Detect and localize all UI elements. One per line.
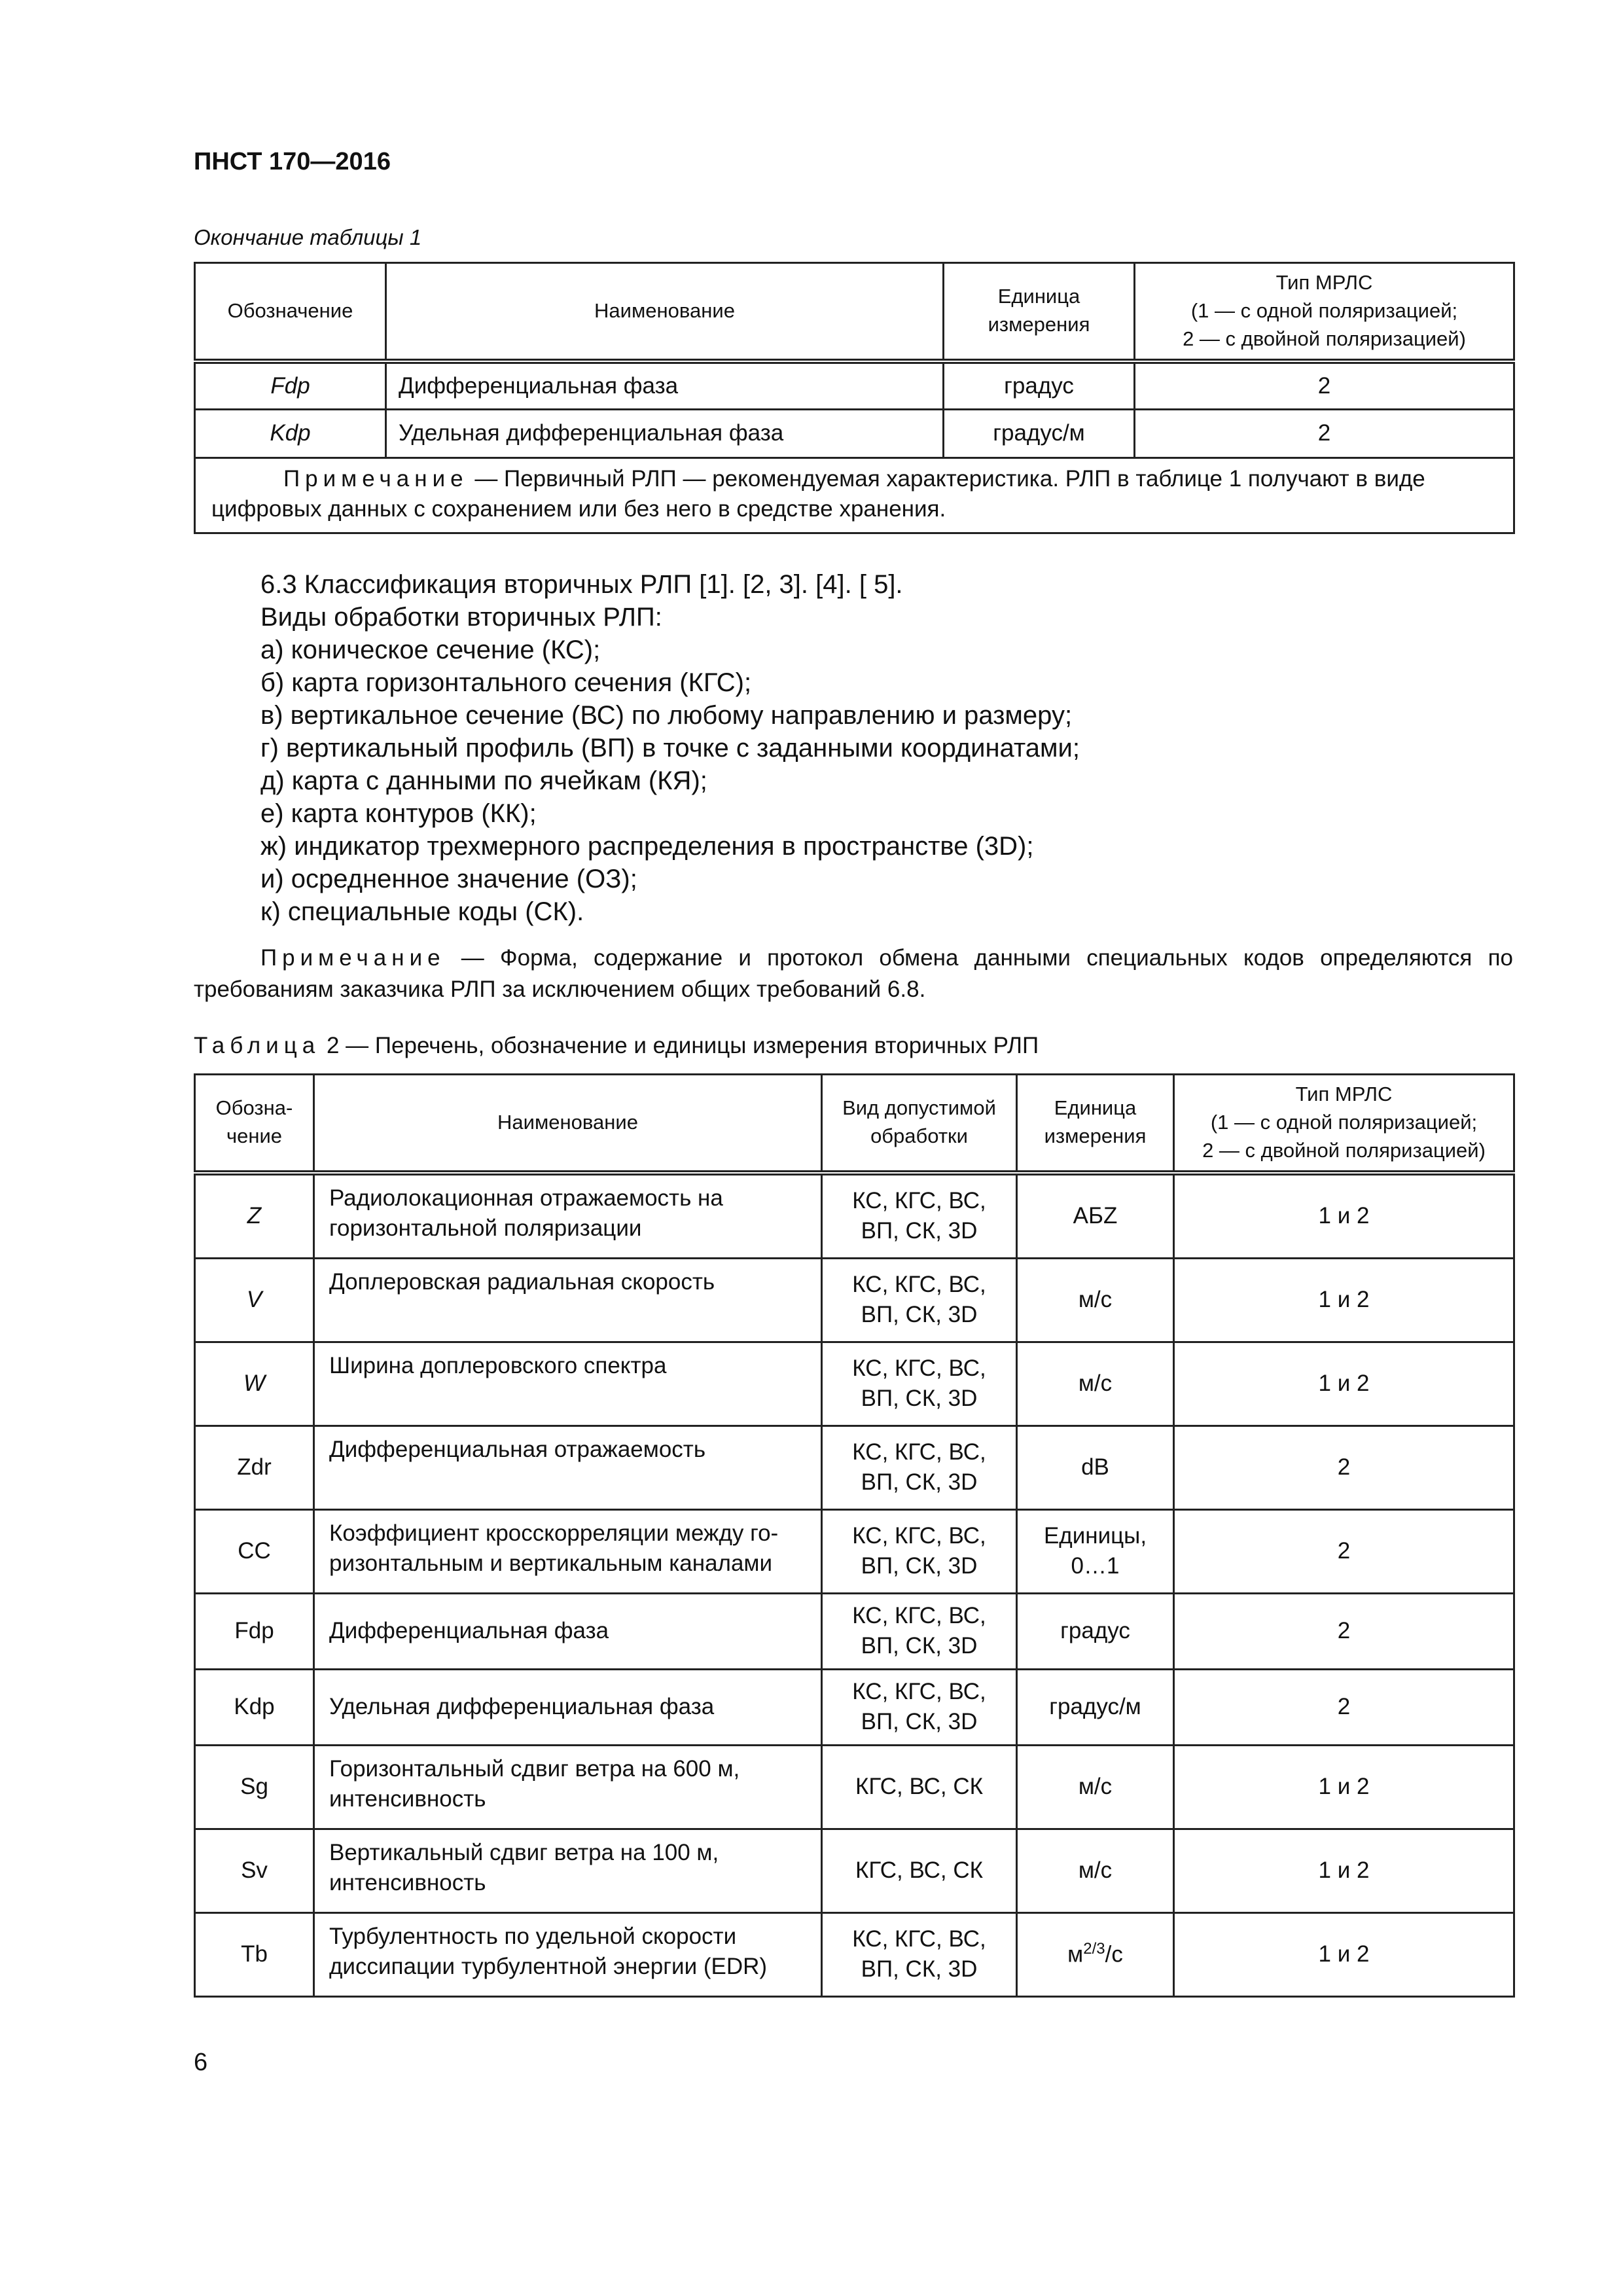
table-row bbox=[195, 1829, 1514, 1912]
note-label: Примечание bbox=[260, 945, 446, 971]
symbol-cell: Kdp bbox=[195, 410, 386, 458]
unit-cell: градус bbox=[1017, 1593, 1174, 1669]
list-item: ж) индикатор трехмерного распределения в пространстве (3D); bbox=[260, 832, 1034, 861]
table2-caption-label: Таблица bbox=[194, 1033, 321, 1058]
type-cell: 2 bbox=[1174, 1509, 1514, 1593]
unit-cell: градус bbox=[944, 361, 1135, 410]
unit-cell: м/с bbox=[1017, 1829, 1174, 1912]
name-cell: Удельная дифференциальная фаза bbox=[386, 410, 944, 458]
processing-cell: КС, КГС, ВС, ВП, СК, 3D bbox=[822, 1426, 1017, 1509]
type-cell: 1 и 2 bbox=[1174, 1829, 1514, 1912]
symbol-cell: Sv bbox=[195, 1829, 314, 1912]
processing-cell: КГС, ВС, СК bbox=[822, 1745, 1017, 1829]
type-cell: 2 bbox=[1135, 410, 1514, 458]
symbol-cell: Fdp bbox=[195, 361, 386, 410]
unit-cell: м/с bbox=[1017, 1258, 1174, 1342]
table2-caption-text: 2 — Перечень, обозначение и единицы измерения вторичных РЛП bbox=[320, 1033, 1039, 1058]
table1-col-name: Наименование bbox=[386, 263, 944, 361]
type-cell: 1 и 2 bbox=[1174, 1342, 1514, 1426]
list-item: г) вертикальный профиль (ВП) в точке с заданными координатами; bbox=[260, 734, 1080, 762]
list-item: в) вертикальное сечение (ВС) по любому направлению и размеру; bbox=[260, 701, 1073, 730]
name-cell: Дифференциальная отражаемость bbox=[314, 1426, 822, 1509]
table1-col-symbol: Обозначение bbox=[195, 263, 386, 361]
processing-cell: КС, КГС, ВС, ВП, СК, 3D bbox=[822, 1173, 1017, 1259]
list-item: и) осредненное значение (ОЗ); bbox=[260, 865, 637, 893]
note-text: — Первичный РЛП — рекомендуемая характеристика. РЛП в таблице 1 получают в виде цифровых данных с сохранением или без него в средстве хранения. bbox=[211, 466, 1425, 522]
table2-col-type: Тип МРЛС (1 — с одной поляризацией; 2 — с двойной поляризацией) bbox=[1174, 1075, 1514, 1173]
table1-col-unit: Единица измерения bbox=[944, 263, 1135, 361]
processing-cell: КС, КГС, ВС, ВП, СК, 3D bbox=[822, 1342, 1017, 1426]
name-cell: Ширина доплеровского спектра bbox=[314, 1342, 822, 1426]
symbol-cell: Kdp bbox=[195, 1669, 314, 1745]
page-number: 6 bbox=[194, 2049, 208, 2076]
table1-header-row bbox=[195, 263, 1514, 361]
unit-cell: м/с bbox=[1017, 1342, 1174, 1426]
unit-cell: м/с bbox=[1017, 1745, 1174, 1829]
name-cell: Коэффициент кросскорреляции между го- ризонтальным и вертикальным каналами bbox=[314, 1509, 822, 1593]
unit-cell: dB bbox=[1017, 1426, 1174, 1509]
table-row bbox=[195, 1912, 1514, 1996]
type-cell: 2 bbox=[1174, 1669, 1514, 1745]
unit-cell: АБZ bbox=[1017, 1173, 1174, 1259]
table2-col-processing: Вид допустимой обработки bbox=[822, 1075, 1017, 1173]
symbol-cell: Zdr bbox=[195, 1426, 314, 1509]
type-cell: 2 bbox=[1174, 1426, 1514, 1509]
symbol-cell: CC bbox=[195, 1509, 314, 1593]
name-cell: Доплеровская радиальная скорость bbox=[314, 1258, 822, 1342]
note-label: Примечание bbox=[283, 466, 469, 492]
table2-col-symbol: Обозна- чение bbox=[195, 1075, 314, 1173]
type-cell: 1 и 2 bbox=[1174, 1173, 1514, 1259]
table-row bbox=[195, 361, 1514, 410]
note-text: — Форма, содержание и протокол обмена данными специальных кодов определяются по требованиям заказчика РЛП за исключением общих требований 6.8. bbox=[194, 945, 1513, 1002]
name-cell: Вертикальный сдвиг ветра на 100 м, интенсивность bbox=[314, 1829, 822, 1912]
document-code: ПНСТ 170—2016 bbox=[194, 148, 391, 175]
symbol-cell: W bbox=[195, 1342, 314, 1426]
type-cell: 2 bbox=[1174, 1593, 1514, 1669]
name-cell: Удельная дифференциальная фаза bbox=[314, 1669, 822, 1745]
list-item: е) карта контуров (КК); bbox=[260, 799, 537, 828]
table-row bbox=[195, 1745, 1514, 1829]
symbol-cell: Sg bbox=[195, 1745, 314, 1829]
list-item: а) коническое сечение (КС); bbox=[260, 636, 601, 664]
name-cell: Радиолокационная отражаемость на горизонтальной поляризации bbox=[314, 1173, 822, 1259]
table1 bbox=[194, 262, 1515, 534]
type-cell: 1 и 2 bbox=[1174, 1258, 1514, 1342]
name-cell: Турбулентность по удельной скорости диссипации турбулентной энергии (EDR) bbox=[314, 1912, 822, 1996]
processing-cell: КС, КГС, ВС, ВП, СК, 3D bbox=[822, 1258, 1017, 1342]
processing-cell: КС, КГС, ВС, ВП, СК, 3D bbox=[822, 1593, 1017, 1669]
symbol-cell: Z bbox=[195, 1173, 314, 1259]
table2 bbox=[194, 1073, 1515, 1998]
section-heading: 6.3 Классификация вторичных РЛП [1]. [2, 3]. [4]. [ 5]. bbox=[260, 570, 903, 599]
table2-caption bbox=[194, 1033, 1039, 1059]
type-cell: 1 и 2 bbox=[1174, 1912, 1514, 1996]
note-paragraph bbox=[194, 942, 1513, 1005]
name-cell: Дифференциальная фаза bbox=[386, 361, 944, 410]
table1-note-row bbox=[195, 458, 1514, 533]
table-row bbox=[195, 1173, 1514, 1259]
table2-col-name: Наименование bbox=[314, 1075, 822, 1173]
table-row bbox=[195, 1509, 1514, 1593]
table2-header-row bbox=[195, 1075, 1514, 1173]
table-row bbox=[195, 1426, 1514, 1509]
section-intro: Виды обработки вторичных РЛП: bbox=[260, 603, 662, 632]
processing-cell: КГС, ВС, СК bbox=[822, 1829, 1017, 1912]
type-cell: 2 bbox=[1135, 361, 1514, 410]
section-6-3 bbox=[260, 568, 1080, 928]
table-row bbox=[195, 1258, 1514, 1342]
processing-cell: КС, КГС, ВС, ВП, СК, 3D bbox=[822, 1669, 1017, 1745]
symbol-cell: Tb bbox=[195, 1912, 314, 1996]
table1-note bbox=[195, 458, 1514, 533]
table-row bbox=[195, 410, 1514, 458]
unit-cell: градус/м bbox=[944, 410, 1135, 458]
table-row bbox=[195, 1342, 1514, 1426]
table2-col-unit: Единица измерения bbox=[1017, 1075, 1174, 1173]
processing-cell: КС, КГС, ВС, ВП, СК, 3D bbox=[822, 1912, 1017, 1996]
table-row bbox=[195, 1593, 1514, 1669]
table-row bbox=[195, 1669, 1514, 1745]
table1-caption: Окончание таблицы 1 bbox=[194, 225, 422, 249]
table1-col-type: Тип МРЛС (1 — с одной поляризацией; 2 — с двойной поляризацией) bbox=[1135, 263, 1514, 361]
symbol-cell: Fdp bbox=[195, 1593, 314, 1669]
unit-cell: Единицы, 0…1 bbox=[1017, 1509, 1174, 1593]
list-item: б) карта горизонтального сечения (КГС); bbox=[260, 668, 752, 697]
symbol-cell: V bbox=[195, 1258, 314, 1342]
list-item: к) специальные коды (СК). bbox=[260, 897, 584, 926]
name-cell: Горизонтальный сдвиг ветра на 600 м, интенсивность bbox=[314, 1745, 822, 1829]
processing-cell: КС, КГС, ВС, ВП, СК, 3D bbox=[822, 1509, 1017, 1593]
list-item: д) карта с данными по ячейкам (КЯ); bbox=[260, 766, 707, 795]
type-cell: 1 и 2 bbox=[1174, 1745, 1514, 1829]
unit-cell: $м^{2/3}/с$ bbox=[1017, 1912, 1174, 1996]
unit-cell: градус/м bbox=[1017, 1669, 1174, 1745]
name-cell: Дифференциальная фаза bbox=[314, 1593, 822, 1669]
